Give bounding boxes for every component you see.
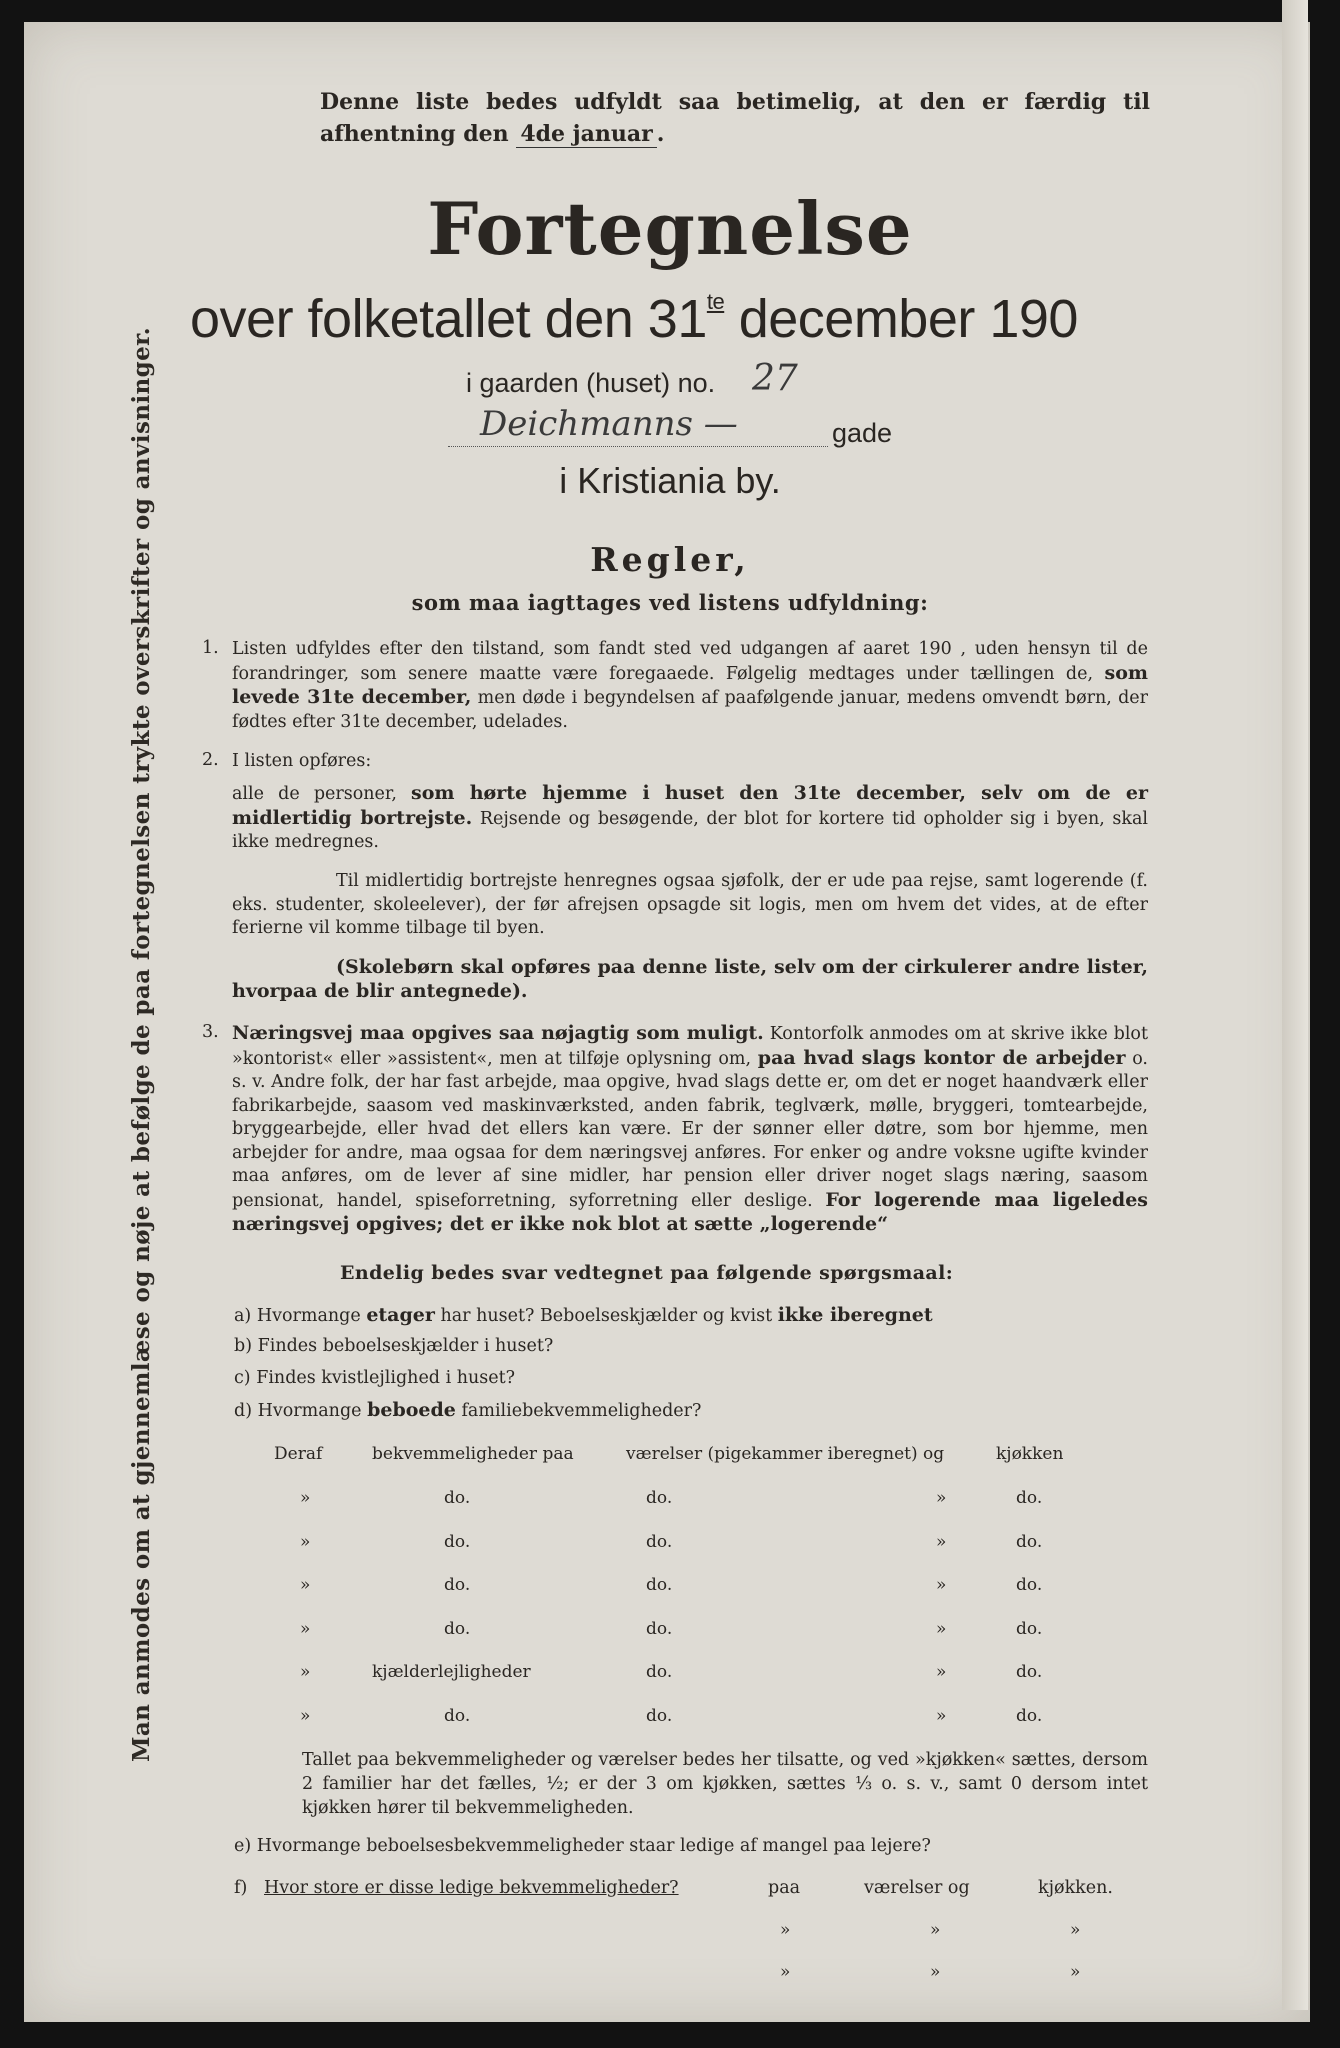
question-e: e) Hvormange beboelsesbekvemmeligheder staar ledige af mangel paa lejere? [234,1836,931,1856]
table-cell: do. [646,1531,673,1552]
question-c: c) Findes kvistlejlighed i huset? [234,1368,516,1388]
rules-heading: Regler, [590,540,750,579]
rule-1-number: 1. [202,638,219,658]
table-cell: do. [646,1618,673,1639]
table-header-bekv: bekvemmeligheder paa [372,1444,574,1464]
rule-2-c: (Skolebørn skal opføres paa denne liste, selv om der cirkulerer andre lister, hvorpaa de blir antegnede). [232,956,1148,1002]
table-cell: do. [1016,1488,1043,1508]
question-b: b) Findes beboelseskjælder i huset? [234,1336,554,1356]
rule-3-number: 3. [202,1022,219,1042]
city-line: i Kristiania by. [559,460,781,501]
document-title: Fortegnelse [427,186,913,271]
question-a [234,1304,933,1326]
question-f-paa: paa [768,1878,801,1898]
street-handwritten: Deichmanns — [480,404,738,444]
question-a-1: a) Hvormange [234,1306,361,1326]
street-suffix: gade [832,418,893,448]
rule-3-text-b: Kontorfolk anmodes om at skrive ikke blot »kontorist« eller »assistent«, men at tilføje oplysning om, [232,1024,1148,1069]
table-cell: » [936,1705,947,1726]
rule-1-text-a: Listen udfyldes efter den tilstand, som fandt sted ved udgangen af aaret 190 , uden hensyn til de forandringer, som senere maatte være foregaaede. Følgelig medtages under tællingen de, [232,639,1148,684]
table-cell: » [936,1488,947,1508]
rules-subheading: som maa iagttages ved listens udfyldning: [411,590,929,615]
rule-2-text-c: Rejsende og besøgende, der blot for kortere tid opholder sig i byen, skal ikke medregnes. [232,808,1148,852]
rule-2-b: Til midlertidig bortrejste henregnes ogsaa sjøfolk, der er ude paa rejse, samt logerende (f. eks. studenter, skoleelever), der før afrejsen opsagde sit logis, men om hvem det vides, at de efter ferierne vil komme tilbage til byen. [232,871,1148,938]
rule-3-text-d: o. s. v. Andre folk, der har fast arbejde, maa opgive, hvad slags dette er, om det er noget haandværk eller fabrikarbejde, saasom ved maskinværksted, anden fabrik, teglværk, mølle, bryggeri, tomtearbejde, bryggearbejde, eller hvad det ellers kan være. Er der sønner eller døtre, som bor hjemme, men arbejder for andre, maa ogsaa for dem næringsvej anføres. For enker og andre voksne ugifte kvinder maa anføres, om de lever af sine midler, har pension eller driver noget slags næring, saasom pensionat, handel, spiseforretning, syforretning eller deslige. [232,1048,1148,1211]
table-cell: » [300,1531,311,1552]
table-cell: do. [646,1705,673,1726]
table-cell: » [300,1575,311,1595]
house-label: i gaarden (huset) no. [466,368,716,398]
question-f-cell: » [930,1962,941,1982]
question-f-vaer: værelser og [864,1878,970,1898]
notice-text: Denne liste bedes udfyldt saa betimelig, at den er færdig til afhentning den [320,89,1150,147]
rule-2-a [232,782,1148,855]
rule-3-bold-c: paa hvad slags kontor de arbejder [757,1046,1126,1069]
question-d-1: d) Hvormange [234,1401,362,1421]
table-cell: » [936,1662,947,1682]
question-f-cell: » [1070,1962,1081,1982]
document-subtitle [190,288,1078,350]
table-cell: do. [646,1575,673,1595]
rule-2-text-a: alle de personer, [232,784,397,804]
table-cell: do. [444,1705,471,1726]
table-cell: » [300,1705,311,1726]
rule-2-bold: som hørte hjemme i huset den 31te december, selv om de er midlertidig bortrejste. [232,782,1148,829]
table-cell: do. [1016,1531,1043,1552]
notice-end: . [656,121,665,147]
question-d-3: familiebekvemmeligheder? [461,1401,702,1421]
table-cell: do. [1016,1662,1043,1682]
subtitle-sup: te [706,289,725,314]
subtitle-post: december 190 [724,289,1078,349]
table-cell: » [300,1662,311,1682]
rule-3 [232,1022,1148,1238]
notice-date: 4de januar [516,121,656,148]
questions-intro: Endelig bedes svar vedtegnet paa følgende spørgsmaal: [340,1262,954,1284]
table-note: Tallet paa bekvemmeligheder og værelser bedes her tilsatte, og ved »kjøkken« sættes, dersom 2 familier har det fælles, ½; er der 3 om kjøkken, sættes ⅓ o. s. v., samt 0 dersom intet kjøkken hører til bekvemmeligheden. [302,1750,1148,1818]
table-cell: do. [444,1488,471,1508]
pickup-notice [320,86,1150,150]
table-cell: » [300,1488,311,1508]
table-cell: do. [444,1531,471,1552]
table-header-vaer: værelser (pigekammer iberegnet) og [626,1444,945,1464]
subtitle-pre: over folketallet den 31 [190,289,707,349]
table-cell: do. [1016,1575,1043,1595]
table-cell: kjælderlejligheder [372,1662,531,1682]
table-cell: do. [444,1575,471,1595]
house-number-handwritten: 27 [752,358,798,399]
question-f-cell: » [780,1920,791,1940]
question-f-label: f) [234,1878,248,1898]
table-cell: » [936,1575,947,1595]
question-a-3: har huset? Beboelseskjælder og kvist [440,1306,773,1326]
question-d-2: beboede [367,1399,456,1421]
rule-1-text-c: men døde i begyndelsen af paafølgende januar, medens omvendt børn, der fødtes efter 31te december, udelades. [232,688,1148,732]
rule-3-bold-e: For logerende maa ligeledes næringsvej opgives; det er ikke nok blot at sætte „logerende“ [232,1188,1148,1235]
table-cell: » [300,1618,311,1639]
rule-3-bold-a: Næringsvej maa opgives saa nøjagtig som muligt. [232,1022,764,1044]
side-instruction: Man anmodes om at gjennemlæse og nøje at befølge de paa fortegnelsen trykte overskrifter og anvisninger. [128,327,155,1762]
table-header-kjokken: kjøkken [996,1444,1064,1464]
question-a-4: ikke iberegnet [777,1304,933,1326]
table-cell: do. [444,1618,471,1639]
question-f-cell: » [1070,1920,1081,1940]
page-edge [1282,0,1308,2010]
table-cell: do. [1016,1705,1043,1726]
table-cell: » [936,1531,947,1552]
question-a-2: etager [366,1304,435,1326]
question-d [234,1399,701,1421]
question-f-cell: » [930,1920,941,1940]
table-cell: do. [1016,1618,1043,1639]
table-cell: do. [646,1662,673,1682]
table-cell: do. [646,1488,673,1508]
rule-1 [232,638,1148,734]
question-f-cell: » [780,1962,791,1982]
question-f-text: Hvor store er disse ledige bekvemmeligheder? [264,1878,679,1898]
rule-1-bold: som levede 31te december, [232,661,1148,708]
rule-2-head: I listen opføres: [232,751,372,771]
table-header-deraf: Deraf [274,1444,323,1464]
rule-2-number: 2. [202,750,219,770]
table-cell: » [936,1618,947,1639]
question-f-kjokken: kjøkken. [1038,1878,1113,1898]
